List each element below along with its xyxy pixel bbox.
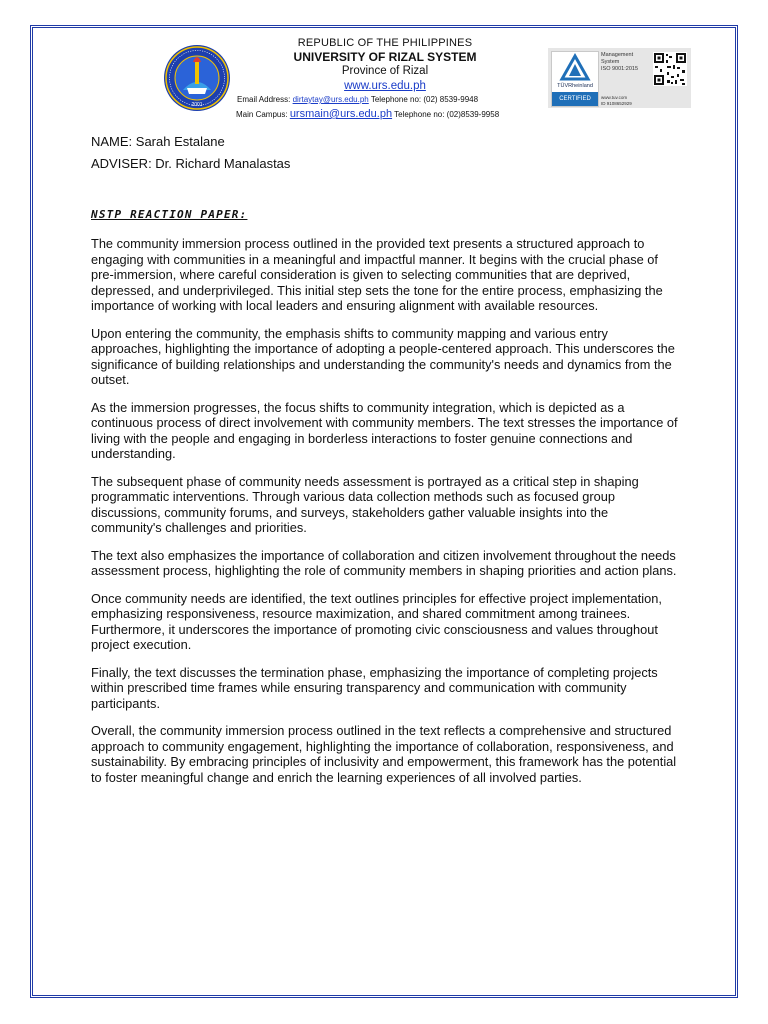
certified-label: CERTIFIED — [552, 92, 598, 106]
cert-id: ID 9108652929 — [601, 100, 632, 106]
paragraph: Finally, the text discusses the termination phase, emphasizing the importance of completing projects within prescribed time frames while ensuring transparency and communication with community participants. — [91, 664, 658, 711]
cert-details — [601, 52, 638, 73]
cert-line3: ISO 9001:2015 — [601, 66, 639, 72]
email-link[interactable]: dirtaytay@urs.edu.ph — [292, 95, 369, 104]
cert-line1: Management — [601, 52, 634, 58]
main-campus-telephone-text: Telephone no: (02)8539-9958 — [394, 110, 500, 119]
main-campus-label: Main Campus: — [236, 110, 288, 119]
seal-year: 2001 — [191, 102, 203, 108]
paragraph: The community immersion process outlined in the provided text presents a structured approach to engaging with communities in a meaningful and impactful manner. It begins with the crucial phase of pre-immersion, where careful consideration is given to selecting communities that are deprived, depressed, and underprivileged. This initial step sets the tone for the entire process, emphasizing the importance of working with local leaders and ensuring alignment with available resources. — [91, 236, 663, 313]
contact-line-main-campus — [236, 108, 499, 120]
contact-line-email — [237, 95, 478, 104]
paragraph: Overall, the community immersion process outlined in the text reflects a comprehensive and structured approach to community engagement, highlighting the importance of collaboration, responsiveness, and sustainability. By embracing principles of inclusivity and empowerment, this framework has the potential to foster meaningful change and enrich the learning experiences of all involved parties. — [91, 723, 677, 785]
university-seal-logo — [163, 44, 231, 112]
paper-title: NSTP REACTION PAPER: — [91, 208, 248, 221]
paper-body — [91, 236, 681, 797]
paragraph: Once community needs are identified, the text outlines principles for effective project implementation, emphasizing responsiveness, resource maximization, and shared commitment among trainees. Furthermore, it underscores the importance of promoting civic consciousness and values throughout project execution. — [91, 590, 662, 652]
telephone-text: Telephone no: (02) 8539-9948 — [370, 95, 479, 104]
paragraph: As the immersion progresses, the focus shifts to community integration, which is depicted as a continuous process of direct involvement with community members. The text stresses the importance of living with the people and engaging in borderless interactions to foster genuine connections and understanding. — [91, 399, 678, 461]
province-name: Province of Rizal — [341, 65, 429, 77]
university-name: UNIVERSITY OF RIZAL SYSTEM — [293, 50, 477, 64]
republic-heading: REPUBLIC OF THE PHILIPPINES — [297, 37, 473, 49]
student-name: NAME: Sarah Estalane — [91, 134, 225, 149]
main-campus-email-link[interactable]: ursmain@urs.edu.ph — [289, 108, 393, 120]
email-label: Email Address: — [237, 95, 291, 104]
paragraph: The text also emphasizes the importance of collaboration and citizen involvement throughout the needs assessment process, highlighting the role of community members in shaping priorities and action plans. — [91, 547, 677, 578]
paragraph: Upon entering the community, the emphasis shifts to community mapping and various entry approaches, highlighting the importance of adopting a people-centered approach. This underscores the significance of building relationships and understanding the community's needs and dynamics from the outset. — [91, 325, 675, 387]
adviser-name: ADVISER: Dr. Richard Manalastas — [91, 156, 291, 171]
cert-footer — [601, 95, 632, 106]
tuv-logo — [551, 51, 599, 107]
website-link[interactable]: www.urs.edu.ph — [344, 80, 426, 92]
cert-site: www.tuv.com — [601, 95, 628, 100]
paragraph: The subsequent phase of community needs assessment is portrayed as a critical step in shaping programmatic interventions. Through various data collection methods such as focused group discussions, community forums, and surveys, stakeholders gather valuable insights into the community's challenges and priorities. — [91, 473, 639, 535]
qr-code-icon — [653, 52, 687, 86]
letterhead — [230, 37, 540, 93]
certification-badge — [548, 48, 691, 108]
tuv-triangle-icon — [552, 52, 598, 82]
cert-line2: System — [601, 59, 620, 65]
tuv-brand: TÜVRheinland — [557, 83, 593, 89]
